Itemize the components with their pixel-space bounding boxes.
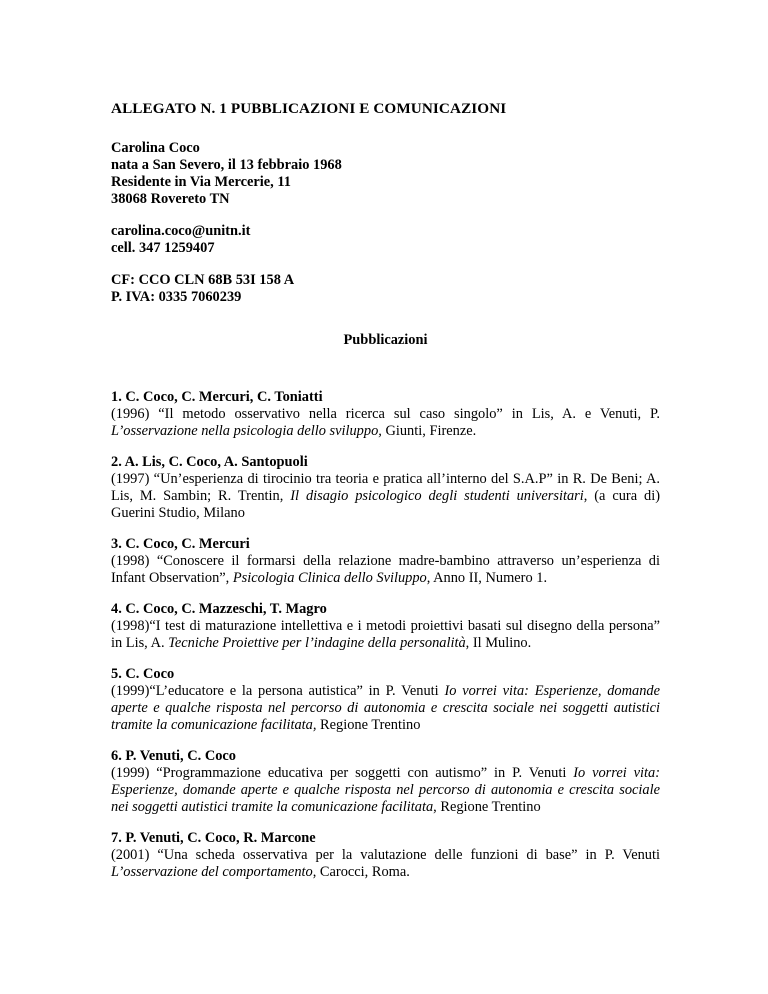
contact-city: 38068 Rovereto TN xyxy=(111,191,230,207)
publication-list xyxy=(111,389,660,881)
publication-text: (1998)“I test di maturazione intellettiva e i metodi proiettivi basati sul disegno della persona” in Lis, A. Tecniche Proiettive per l’indagine della personalità, Il Mulino. xyxy=(111,618,660,651)
section-heading: Pubblicazioni xyxy=(343,332,428,348)
publication-authors: 3. C. Coco, C. Mercuri xyxy=(111,536,250,552)
publication-authors: 6. P. Venuti, C. Coco xyxy=(111,748,237,764)
contact-block xyxy=(111,140,660,208)
publication-authors: 7. P. Venuti, C. Coco, R. Marcone xyxy=(111,830,316,846)
document-title: ALLEGATO N. 1 PUBBLICAZIONI E COMUNICAZIONI xyxy=(111,100,507,117)
publication-authors: 1. C. Coco, C. Mercuri, C. Toniatti xyxy=(111,389,323,405)
publication-item xyxy=(111,454,660,522)
publication-text: (1999) “Programmazione educativa per soggetti con autismo” in P. Venuti Io vorrei vita: Esperienze, domande aperte e qualche risposta nel percorso di autonomia e crescita sociale nei soggetti autistici tramite la comunicazione facilitata, Regione Trentino xyxy=(111,765,660,815)
publication-authors: 4. C. Coco, C. Mazzeschi, T. Magro xyxy=(111,601,327,617)
publication-text: (1996) “Il metodo osservativo nella ricerca sul caso singolo” in Lis, A. e Venuti, P. L’osservazione nella psicologia dello sviluppo, Giunti, Firenze. xyxy=(111,406,660,439)
tax-details xyxy=(111,272,660,306)
publication-item xyxy=(111,666,660,734)
contact-email: carolina.coco@unitn.it xyxy=(111,223,251,239)
contact-phone: cell. 347 1259407 xyxy=(111,240,215,256)
contact-details xyxy=(111,223,660,257)
publication-item xyxy=(111,748,660,816)
contact-residence: Residente in Via Mercerie, 11 xyxy=(111,174,291,190)
contact-birth: nata a San Severo, il 13 febbraio 1968 xyxy=(111,157,342,173)
publication-authors: 5. C. Coco xyxy=(111,666,175,682)
contact-name: Carolina Coco xyxy=(111,140,200,156)
publication-item xyxy=(111,536,660,587)
publication-item xyxy=(111,601,660,652)
publication-item xyxy=(111,389,660,440)
tax-code: CF: CCO CLN 68B 53I 158 A xyxy=(111,272,295,288)
publication-text: (1998) “Conoscere il formarsi della relazione madre-bambino attraverso un’esperienza di Infant Observation”, Psicologia Clinica dello Sviluppo, Anno II, Numero 1. xyxy=(111,553,660,586)
publication-authors: 2. A. Lis, C. Coco, A. Santopuoli xyxy=(111,454,308,470)
publication-item xyxy=(111,830,660,881)
vat-number: P. IVA: 0335 7060239 xyxy=(111,289,242,305)
publication-text: (2001) “Una scheda osservativa per la valutazione delle funzioni di base” in P. Venuti L’osservazione del comportamento, Carocci, Roma. xyxy=(111,847,660,880)
publication-text: (1999)“L’educatore e la persona autistica” in P. Venuti Io vorrei vita: Esperienze, domande aperte e qualche risposta nel percorso di autonomia e crescita sociale nei soggetti autistici tramite la comunicazione facilitata, Regione Trentino xyxy=(111,683,660,733)
publication-text: (1997) “Un’esperienza di tirocinio tra teoria e pratica all’interno del S.A.P” in R. De Beni; A. Lis, M. Sambin; R. Trentin, Il disagio psicologico degli studenti universitari, (a cura di) Guerini Studio, Milano xyxy=(111,471,660,521)
